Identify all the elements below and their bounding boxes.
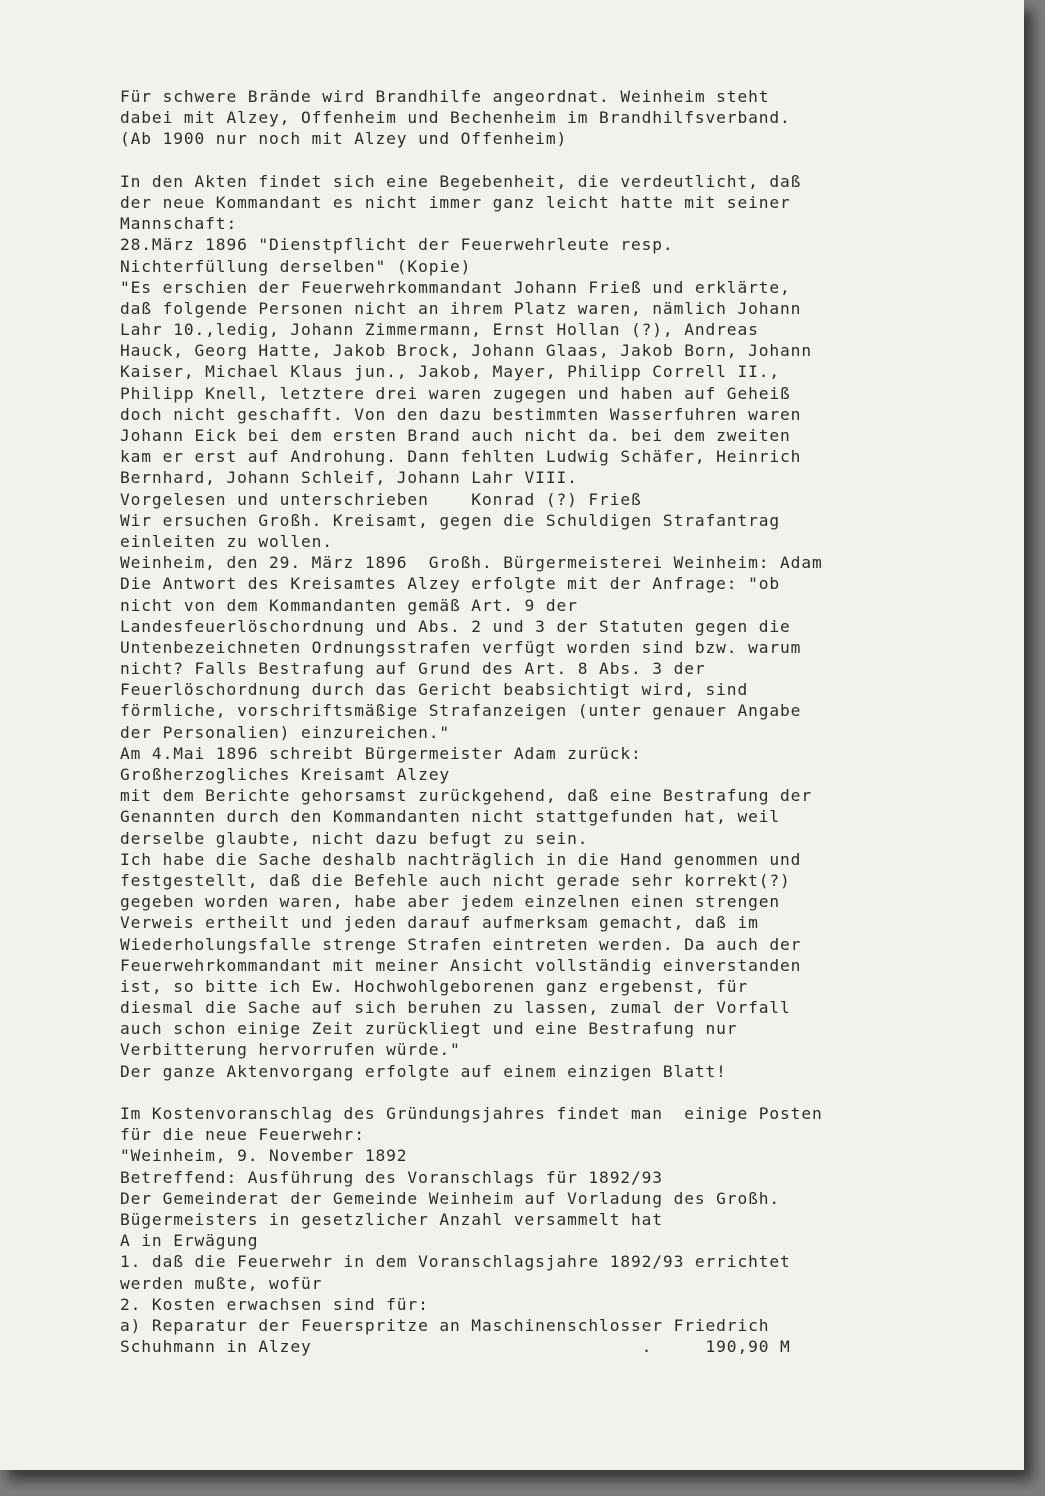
text-line: kam er erst auf Androhung. Dann fehlten Ludwig Schäfer, Heinrich <box>120 447 802 467</box>
text-line: Für schwere Brände wird Brandhilfe angeordnat. Weinheim steht <box>120 87 770 106</box>
text-line: daß folgende Personen nicht an ihrem Platz waren, nämlich Johann <box>120 298 802 318</box>
text-line: festgestellt, daß die Befehle auch nicht gerade sehr korrekt(?) <box>120 870 791 890</box>
text-line: Betreffend: Ausführung des Voranschlags für 1892/93 <box>120 1167 663 1187</box>
text-line: einleiten zu wollen. <box>120 531 333 551</box>
text-line: derselbe glaubte, nicht dazu befugt zu sein. <box>120 828 589 848</box>
text-line: 2. Kosten erwachsen sind für: <box>120 1294 429 1314</box>
paragraph-gap <box>120 150 1000 171</box>
text-line: Der Gemeinderat der Gemeinde Weinheim auf Vorladung des Großh. <box>120 1188 781 1208</box>
text-line: Feuerlöschordnung durch das Gericht beabsichtigt wird, sind <box>120 680 749 700</box>
text-line: Bügermeisters in gesetzlicher Anzahl versammelt hat <box>120 1209 663 1229</box>
text-line: Ich habe die Sache deshalb nachträglich in die Hand genommen und <box>120 849 802 869</box>
text-line: (Ab 1900 nur noch mit Alzey und Offenheim) <box>120 129 568 149</box>
text-line: doch nicht geschafft. Von den dazu bestimmten Wasserfuhren waren <box>120 404 802 424</box>
text-line: Nichterfüllung derselben" (Kopie) <box>120 256 472 276</box>
text-line: Landesfeuerlöschordnung und Abs. 2 und 3 der Statuten gegen die <box>120 616 791 636</box>
text-line: Vorgelesen und unterschrieben Konrad (?) Frieß <box>120 489 642 509</box>
text-line: diesmal die Sache auf sich beruhen zu lassen, zumal der Vorfall <box>120 998 791 1018</box>
text-line: ist, so bitte ich Ew. Hochwohlgeborenen ganz ergebenst, für <box>120 976 749 996</box>
text-line: Johann Eick bei dem ersten Brand auch nicht da. bei dem zweiten <box>120 426 791 445</box>
text-line: dabei mit Alzey, Offenheim und Bechenheim im Brandhilfsverband. <box>120 108 791 128</box>
text-line: Am 4.Mai 1896 schreibt Bürgermeister Adam zurück: <box>120 743 642 763</box>
text-line: Kaiser, Michael Klaus jun., Jakob, Mayer, Philipp Correll II., <box>120 362 781 382</box>
text-line: Philipp Knell, letztere drei waren zugegen und haben auf Geheiß <box>120 383 791 403</box>
text-line: gegeben worden waren, habe aber jedem einzelnen einen strengen <box>120 892 781 912</box>
text-line: werden mußte, wofür <box>120 1273 323 1293</box>
text-line: der Personalien) einzureichen." <box>120 722 451 742</box>
text-line: "Es erschien der Feuerwehrkommandant Johann Frieß und erklärte, <box>120 277 791 297</box>
text-line: Großherzogliches Kreisamt Alzey <box>120 765 451 784</box>
text-line: für die neue Feuerwehr: <box>120 1125 365 1145</box>
text-line: 28.März 1896 "Dienstpflicht der Feuerwehrleute resp. <box>120 235 674 255</box>
text-line: Weinheim, den 29. März 1896 Großh. Bürgermeisterei Weinheim: Adam <box>120 553 823 573</box>
text-line: In den Akten findet sich eine Begebenheit, die verdeutlicht, daß <box>120 171 802 191</box>
text-line: der neue Kommandant es nicht immer ganz leicht hatte mit seiner <box>120 192 791 212</box>
text-line: Hauck, Georg Hatte, Jakob Brock, Johann Glaas, Jakob Born, Johann <box>120 341 812 361</box>
text-line: Schuhmann in Alzey . 190,90 M <box>120 1337 791 1357</box>
text-line: Mannschaft: <box>120 214 238 234</box>
text-line: Wiederholungsfalle strenge Strafen eintreten werden. Da auch der <box>120 934 802 954</box>
text-line: Die Antwort des Kreisamtes Alzey erfolgte mit der Anfrage: "ob <box>120 574 781 594</box>
text-line: Feuerwehrkommandant mit meiner Ansicht vollständig einverstanden <box>120 955 802 975</box>
text-line: auch schon einige Zeit zurückliegt und eine Bestrafung nur <box>120 1019 738 1039</box>
typed-text-body <box>120 86 1000 1357</box>
text-line: Bernhard, Johann Schleif, Johann Lahr VIII. <box>120 468 578 488</box>
text-line: Genannten durch den Kommandanten nicht stattgefunden hat, weil <box>120 807 781 827</box>
text-line: Der ganze Aktenvorgang erfolgte auf einem einzigen Blatt! <box>120 1061 727 1081</box>
paragraph-gap <box>120 1082 1000 1103</box>
text-line: a) Reparatur der Feuerspritze an Maschinenschlosser Friedrich <box>120 1315 770 1335</box>
text-line: förmliche, vorschriftsmäßige Strafanzeigen (unter genauer Angabe <box>120 701 802 721</box>
text-line: mit dem Berichte gehorsamst zurückgehend, daß eine Bestrafung der <box>120 786 812 806</box>
text-line: Im Kostenvoranschlag des Gründungsjahres findet man einige Posten <box>120 1104 823 1123</box>
text-line: Wir ersuchen Großh. Kreisamt, gegen die Schuldigen Strafantrag <box>120 510 781 530</box>
text-line: Verbitterung hervorrufen würde." <box>120 1040 461 1060</box>
text-line: Lahr 10.,ledig, Johann Zimmermann, Ernst Hollan (?), Andreas <box>120 320 759 340</box>
text-line: A in Erwägung <box>120 1231 259 1251</box>
text-line: Untenbezeichneten Ordnungsstrafen verfügt worden sind bzw. warum <box>120 637 802 657</box>
text-line: "Weinheim, 9. November 1892 <box>120 1146 408 1166</box>
text-line: nicht von dem Kommandanten gemäß Art. 9 der <box>120 595 578 615</box>
text-line: nicht? Falls Bestrafung auf Grund des Art. 8 Abs. 3 der <box>120 659 706 679</box>
text-line: 1. daß die Feuerwehr in dem Voranschlagsjahre 1892/93 errichtet <box>120 1252 791 1272</box>
text-line: Verweis ertheilt und jeden darauf aufmerksam gemacht, daß im <box>120 913 759 933</box>
